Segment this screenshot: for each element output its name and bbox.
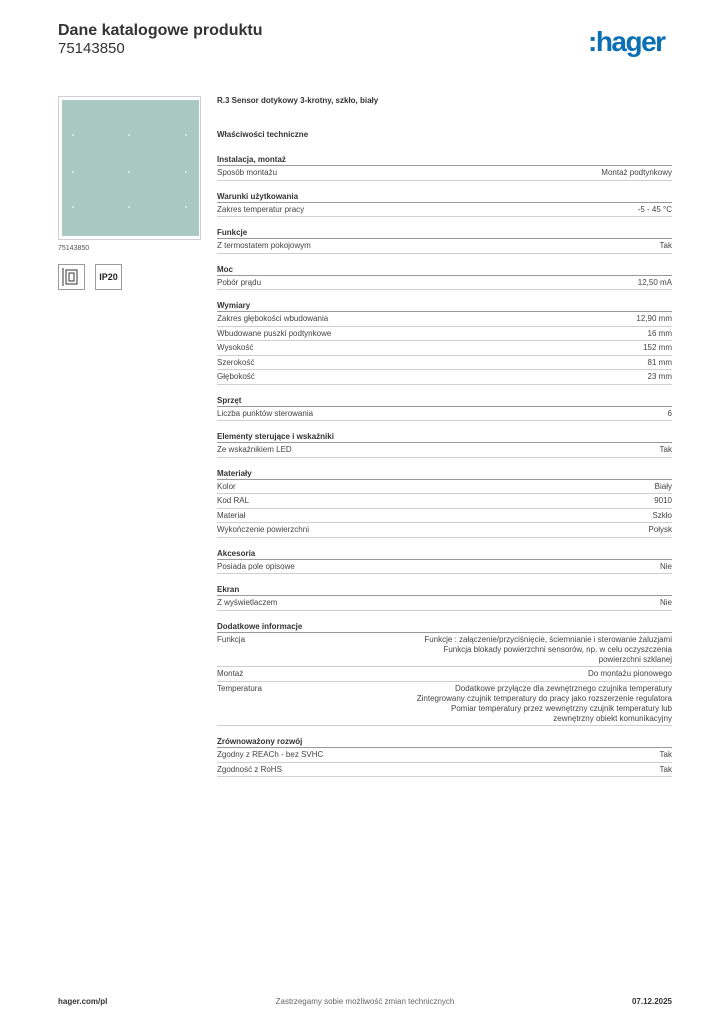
- spec-section: [217, 192, 672, 218]
- spec-value: Nie: [659, 598, 672, 607]
- spec-section: [217, 228, 672, 254]
- spec-section: [217, 585, 672, 611]
- spec-label: Kod RAL: [217, 496, 250, 505]
- spec-row: [217, 407, 672, 422]
- spec-label: Materiał: [217, 510, 246, 520]
- flush-mount-icon: [58, 264, 85, 290]
- spec-label: Zakres temperatur pracy: [217, 204, 305, 214]
- product-number: 75143850: [58, 40, 125, 57]
- spec-row: [217, 509, 672, 524]
- section-title: Warunki użytkowania: [217, 192, 672, 203]
- spec-row: [217, 494, 672, 509]
- spec-row: [217, 327, 672, 342]
- section-title: Akcesoria: [217, 549, 672, 560]
- spec-value: Szkło: [652, 510, 672, 520]
- spec-section: [217, 737, 672, 777]
- spec-label: Pobór prądu: [217, 277, 262, 287]
- spec-value: 12,50 mA: [637, 277, 672, 287]
- spec-value: 12,90 mm: [636, 314, 672, 323]
- spec-row: [217, 166, 672, 181]
- spec-row: [217, 682, 672, 727]
- spec-label: Liczba punktów sterowania: [217, 408, 314, 418]
- section-title: Materiały: [217, 469, 672, 480]
- product-name: R.3 Sensor dotykowy 3-krotny, szkło, biały: [217, 96, 379, 105]
- spec-row: [217, 667, 672, 682]
- spec-section: [217, 469, 672, 538]
- spec-row: [217, 356, 672, 371]
- spec-label: Głębokość: [217, 372, 255, 381]
- spec-row: [217, 480, 672, 495]
- spec-section: [217, 622, 672, 727]
- spec-section: [217, 301, 672, 385]
- spec-row: [217, 763, 672, 778]
- spec-label: Posiada pole opisowe: [217, 561, 295, 571]
- spec-label: Zgodność z RoHS: [217, 764, 282, 774]
- spec-sections: [217, 155, 672, 777]
- spec-value: Biały: [654, 481, 672, 491]
- spec-value: Nie: [659, 561, 672, 571]
- spec-value: Połysk: [648, 525, 672, 534]
- spec-row: [217, 341, 672, 356]
- spec-row: [217, 239, 672, 254]
- document-title: Dane katalogowe produktu: [58, 22, 263, 39]
- spec-row: [217, 633, 672, 668]
- spec-section: [217, 396, 672, 422]
- spec-value: -5 - 45 °C: [637, 204, 672, 214]
- spec-label: Wykończenie powierzchni: [217, 525, 309, 534]
- spec-row: [217, 370, 672, 385]
- specs-heading: Właściwości techniczne: [217, 130, 309, 139]
- spec-content: [217, 96, 672, 777]
- section-title: Dodatkowe informacje: [217, 622, 672, 633]
- spec-value: 81 mm: [647, 357, 672, 367]
- spec-row: [217, 523, 672, 538]
- spec-value: Dodatkowe przyłącze dla zewnętrznego czujnika temperatury Zintegrowany czujnik temperatury do pracy jako rozszerzenie regulatora Pomiar temperatury przez wewnętrzny czujnik temperatury lub zewnętrzny obiekt komunikacyjny: [416, 683, 672, 723]
- section-title: Ekran: [217, 585, 672, 596]
- spec-label: Szerokość: [217, 357, 255, 367]
- spec-row: [217, 748, 672, 763]
- spec-row: [217, 203, 672, 218]
- spec-label: Zgodny z REACh - bez SVHC: [217, 750, 324, 759]
- hager-logo: :hager: [588, 26, 665, 57]
- spec-row: [217, 312, 672, 327]
- spec-section: [217, 265, 672, 291]
- section-title: Moc: [217, 265, 672, 276]
- spec-value: 6: [667, 408, 672, 418]
- spec-row: [217, 276, 672, 291]
- spec-row: [217, 596, 672, 611]
- spec-value: 23 mm: [647, 372, 672, 381]
- spec-value: Montaż podtynkowy: [601, 168, 672, 177]
- spec-label: Wysokość: [217, 343, 254, 352]
- spec-label: Zakres głębokości wbudowania: [217, 314, 329, 323]
- footer-disclaimer: Zastrzegamy sobie możliwość zmian technicznych: [275, 997, 455, 1006]
- section-title: Wymiary: [217, 301, 672, 312]
- spec-value: Do montażu pionowego: [587, 669, 672, 678]
- footer-website-link[interactable]: hager.com/pl: [58, 997, 108, 1006]
- product-image-caption: 75143850: [58, 245, 90, 252]
- product-plate: [62, 100, 199, 236]
- spec-value: Tak: [659, 750, 672, 759]
- spec-section: [217, 155, 672, 181]
- spec-section: [217, 432, 672, 458]
- spec-row: [217, 560, 672, 575]
- ip-rating-badge: IP20: [95, 264, 122, 290]
- spec-value: 16 mm: [647, 328, 672, 338]
- spec-label: Funkcja: [217, 634, 246, 644]
- spec-label: Sposób montażu: [217, 168, 278, 177]
- section-title: Sprzęt: [217, 396, 672, 407]
- spec-value: Tak: [659, 764, 672, 774]
- section-title: Funkcje: [217, 228, 672, 239]
- section-title: Elementy sterujące i wskaźniki: [217, 432, 672, 443]
- spec-value: 9010: [654, 496, 672, 505]
- footer-date: 07.12.2025: [631, 997, 672, 1006]
- spec-value: 152 mm: [643, 343, 672, 352]
- spec-label: Z wyświetlaczem: [217, 598, 278, 607]
- spec-label: Ze wskaźnikiem LED: [217, 445, 292, 454]
- spec-label: Kolor: [217, 481, 236, 491]
- section-title: Zrównoważony rozwój: [217, 737, 672, 748]
- spec-row: [217, 443, 672, 458]
- spec-value: Tak: [659, 445, 672, 454]
- section-title: Instalacja, montaż: [217, 155, 672, 166]
- spec-value: Tak: [659, 241, 672, 250]
- spec-label: Temperatura: [217, 683, 262, 693]
- spec-label: Z termostatem pokojowym: [217, 241, 311, 250]
- spec-section: [217, 549, 672, 575]
- product-image: [58, 96, 201, 240]
- spec-label: Wbudowane puszki podtynkowe: [217, 328, 332, 338]
- spec-value: Funkcje : załączenie/przyciśnięcie, ściemnianie i sterowanie żaluzjami Funkcja blokady powierzchni sensorów, np. w celu oczyszczenia powierzchni szklanej: [424, 634, 672, 664]
- spec-label: Montaż: [217, 669, 244, 678]
